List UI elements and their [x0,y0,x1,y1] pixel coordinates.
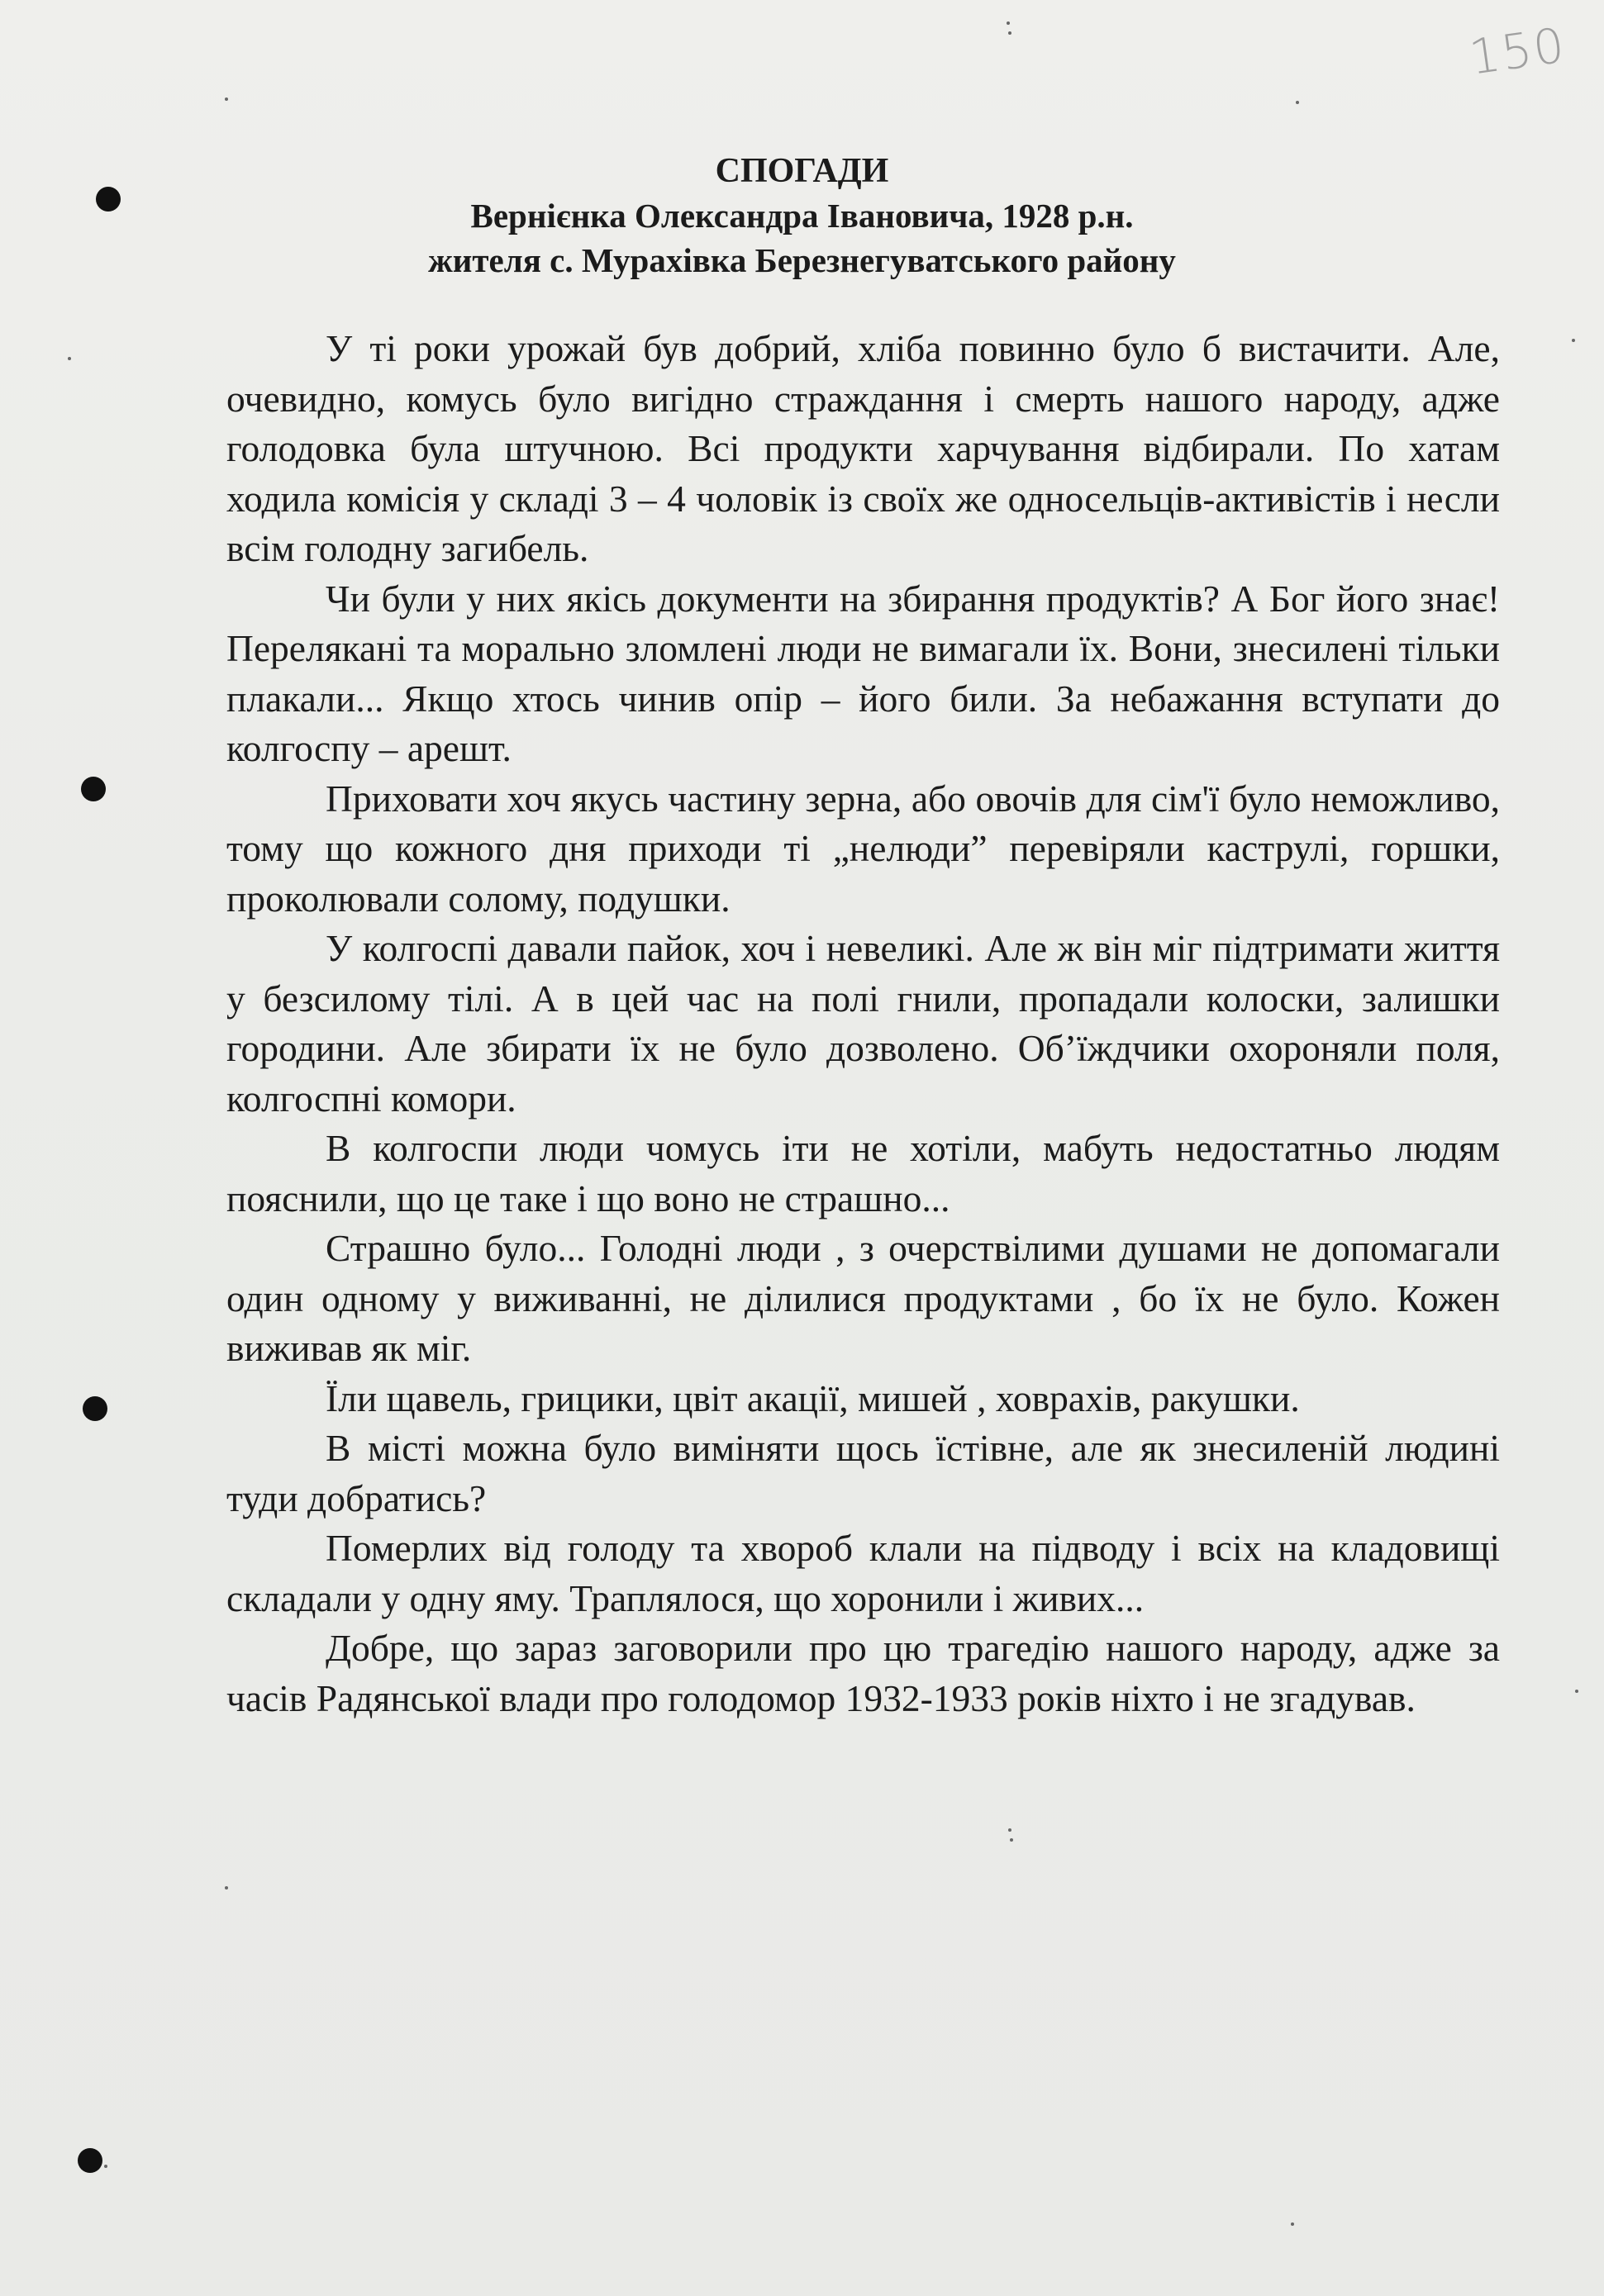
author-line: Вернієнка Олександра Івановича, 1928 р.н. [470,197,1134,235]
scan-speck [1010,1838,1013,1842]
scan-speck [104,2165,107,2168]
paragraph: У колгоспі давали пайок, хоч і невеликі. Але ж він міг підтримати життя у безсилому тілі. А в цей час на полі гнили, пропадали колоски, залишки городини. Але збирати їх не було дозволено. Об’їждчики охороняли поля, колгоспні комори. [226,927,1500,1119]
punch-hole [81,777,106,801]
paragraph: Приховати хоч якусь частину зерна, або овочів для сім'ї було неможливо, тому що кожного дня приходи ті „нелюди” перевіряли каструлі, горшки, проколювали солому, подушки. [226,777,1500,920]
document-title: СПОГАДИ [715,152,889,190]
scan-speck [1007,21,1010,25]
memoir-body [226,324,1500,1723]
paragraph: Добре, що зараз заговорили про цю трагедію нашого народу, адже за часів Радянської влади про голодомор 1932-1933 років ніхто і не згадував. [226,1627,1500,1719]
paragraph: Померлих від голоду та хвороб клали на підводу і всіх на кладовищі складали у одну яму. Траплялося, що хоронили і живих... [226,1527,1500,1619]
paragraph: Чи були у них якісь документи на збирання продуктів? А Бог його знає! Перелякані та морально зломлені люди не вимагали їх. Вони, знесилені тільки плакали... Якщо хтось чинив опір – його били. За небажання вступати до колгоспу – арешт. [226,577,1500,769]
residence-line: жителя с. Мурахівка Березнегуватського району [428,241,1176,279]
paragraph: В місті можна було виміняти щось їстівне, але як знесиленій людині туди добратись? [226,1427,1500,1519]
paragraph: В колгоспи люди чомусь іти не хотіли, мабуть недостатньо людям пояснили, що це таке і що воно не страшно... [226,1127,1500,1219]
punch-hole [83,1396,107,1421]
scan-speck [1572,339,1575,342]
paragraph: Їли щавель, грицики, цвіт акації, мишей , ховрахів, ракушки. [326,1376,1300,1419]
scan-speck [68,357,71,360]
scan-speck [1008,31,1011,35]
handwritten-page-number: 150 [1465,17,1569,86]
scan-speck [225,1886,228,1890]
punch-hole [78,2148,102,2173]
paragraph: Страшно було... Голодні люди , з очерствілими душами не допомагали один одному у виживанні, не ділилися продуктами , бо їх не було. Кожен виживав як міг. [226,1227,1500,1369]
scan-speck [1296,101,1299,104]
scan-speck [225,97,228,101]
scan-speck [1575,1690,1578,1693]
scan-speck [1008,1828,1011,1832]
scan-speck [1291,2222,1294,2226]
document-header [0,149,1604,283]
paragraph: У ті роки урожай був добрий, хліба повинно було б вистачити. Але, очевидно, комусь було вигідно страждання і смерть нашого народу, адже голодовка була штучною. Всі продукти харчування відбирали. По хатам ходила комісія у складі 3 – 4 чоловік із своїх же односельців-активістів і несли всім голодну загибель. [226,327,1500,569]
